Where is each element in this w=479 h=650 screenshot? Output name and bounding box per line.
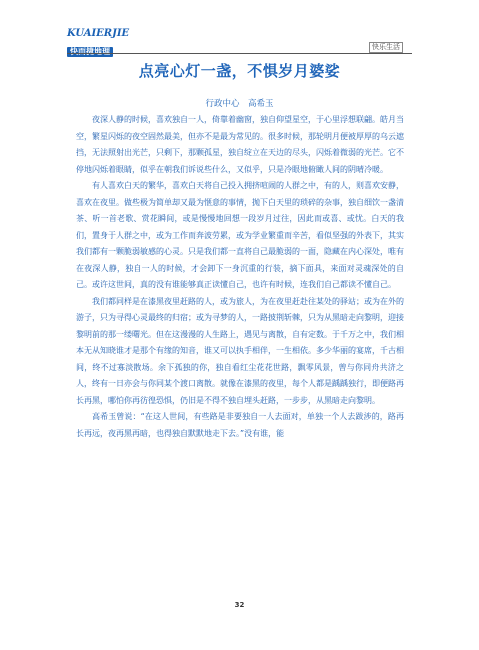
- logo-chinese-text: 快而捷地理: [67, 47, 113, 57]
- article-author: 行政中心 高希玉: [205, 99, 274, 109]
- page-number: 32: [234, 601, 245, 609]
- section-label: 快乐生活: [369, 42, 403, 53]
- article-title: 点亮心灯一盏，不惧岁月婆娑: [138, 62, 341, 80]
- article-body: [76, 112, 404, 442]
- paragraph: 高希玉曾说：“在这人世间，有些路是非要独自一人去面对，单独一个人去跋涉的，路再长再远，夜再黑再暗，也得独自默默地走下去。”没有谁，能: [76, 412, 404, 438]
- logo-latin-text: KUAIERJIE: [67, 28, 130, 39]
- paragraph: 夜深人静的时候，喜欢独自一人，倚靠着幽窗，独自仰望星空，于心里浮想联翩。皓月当空，繁星闪烁的夜空固然最美，但亦不是最为常见的。很多时候，那轮明月便被厚厚的乌云遮挡，无法照射出光芒，只剩下，那颗孤星，独自绽立在天边的尽头，闪烁着微弱的光芒。它不停地闪烁着眼睛，似乎在朝我们诉说些什么，又似乎，只是冷眼地俯瞰人间的阴晴冷暖。: [76, 115, 404, 174]
- paragraph: 有人喜欢白天的繁华，喜欢白天将自己投入拥挤喧闹的人群之中，有的人，则喜欢安静，喜欢在夜里。做些极为简单却又最为惬意的事情，抛下白天里的琐碎的杂事，独自细饮一盏清茶、听一首老歌、赏花瞬间，或是慢慢地回想一段岁月过往，因此而或喜、或忧。白天的我们，置身于人群之中，或为工作而奔波劳累，或为学业繁重而辛苦，看似坚强的外表下，其实我们都有一颗脆弱敏感的心灵。只是我们都一直将自己最脆弱的一面，隐藏在内心深处，唯有在夜深人静，独自一人的时候，才会卸下一身沉重的行装，摘下面具，来面对灵魂深处的自己。或许这世间，真的没有谁能够真正读懂自己，也许有时候，连我们自己都读不懂自己。: [76, 181, 404, 289]
- header-divider: [67, 53, 412, 54]
- magazine-logo: [67, 28, 131, 56]
- paragraph: 我们都同样是在漆黑夜里赶路的人，或为旅人，为在夜里赶赴往某处的驿站；或为在外的游子，只为寻得心灵最终的归宿；或为寻梦的人，一路披荆斩棘，只为从黑暗走向黎明，迎接黎明前的那一缕曙光。但在这漫漫的人生路上，遇见与离散，自有定数。于千万之中，我们相本无从知晓谁才是那个有缘的知音，谁又可以执手相伴，一生相依。多少华丽的宴席，千古相间，终不过寡淡散场。余下孤独的你，独自看红尘花花世路，飘零风景，曾与你同舟共济之人，终有一日亦会与你同某个渡口离散。就像在漆黑的夜里，每个人都是踽踽独行，即便路再长再黑，哪怕你再彷徨恐惧，仍旧是不得不独自埋头赶路，一步步，从黑暗走向黎明。: [76, 296, 404, 405]
